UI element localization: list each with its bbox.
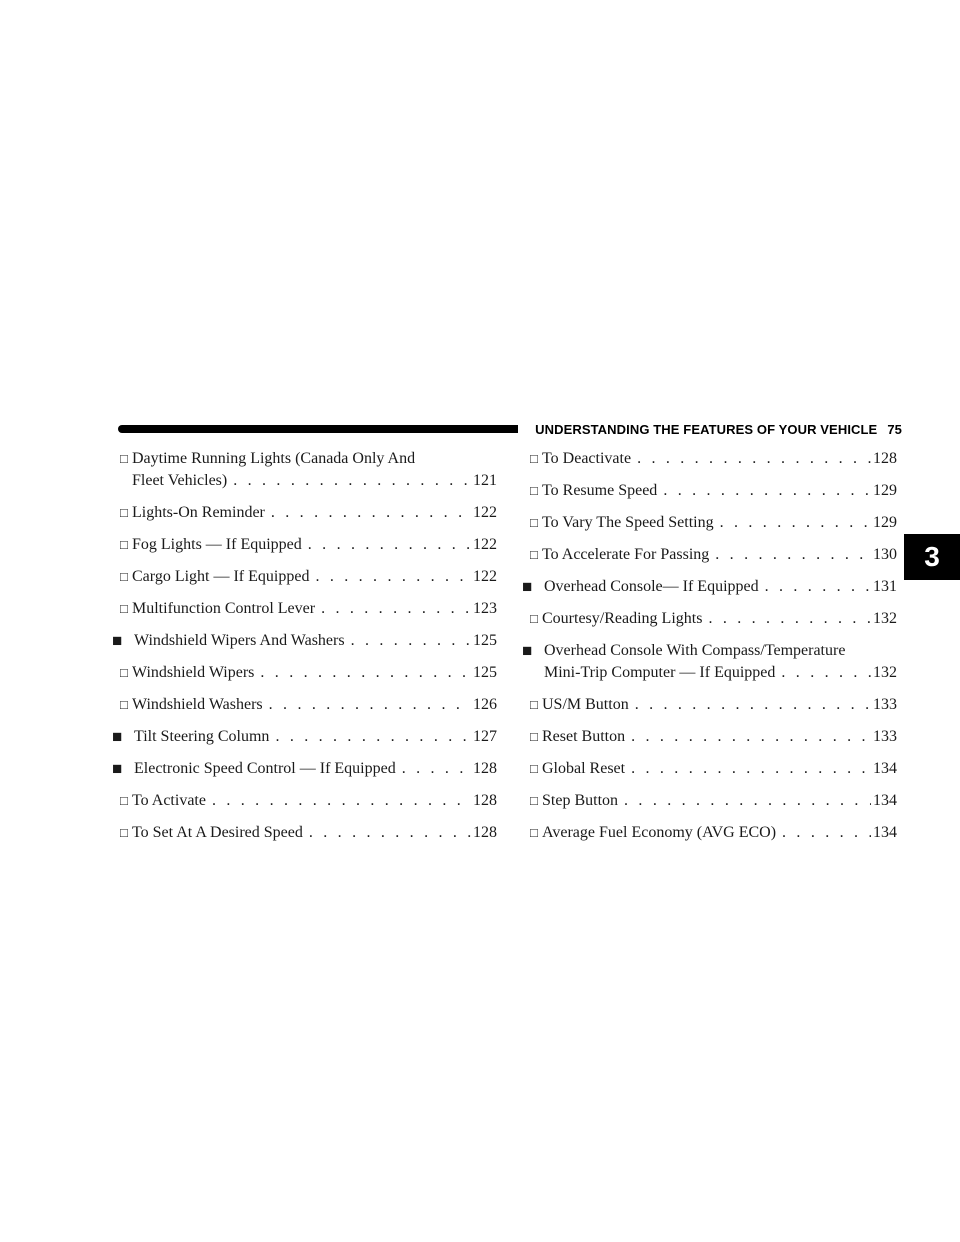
toc-entry-title: Windshield Wipers	[132, 664, 255, 681]
toc-entry[interactable]	[522, 790, 897, 812]
toc-entry[interactable]	[112, 822, 497, 844]
toc-entry-line	[132, 534, 497, 556]
square-bullet-icon: ■	[522, 641, 533, 660]
toc-entry-line	[542, 448, 897, 470]
dot-leader	[635, 694, 871, 716]
toc-entry-line	[132, 694, 497, 716]
square-bullet-icon: ■	[522, 577, 533, 596]
toc-entry-line	[544, 576, 897, 598]
toc-entry-title: Global Reset	[542, 760, 626, 777]
toc-entry-title: To Deactivate	[542, 450, 632, 467]
toc-entry[interactable]	[522, 640, 897, 684]
open-square-bullet-icon: □	[530, 515, 538, 530]
toc-entry[interactable]	[522, 544, 897, 566]
toc-entry-page: 125	[473, 664, 497, 681]
toc-entry-title: Multifunction Control Lever	[132, 600, 316, 617]
dot-leader	[315, 566, 471, 588]
toc-entry-title: To Accelerate For Passing	[542, 546, 710, 563]
toc-entry-line	[542, 726, 897, 748]
toc-left-column	[112, 448, 497, 844]
toc-entry-page: 126	[473, 696, 497, 713]
dot-leader	[260, 662, 471, 684]
toc-entry-title: Windshield Washers	[132, 696, 263, 713]
toc-entry-title: Electronic Speed Control — If Equipped	[134, 760, 396, 777]
toc-entry[interactable]	[522, 512, 897, 534]
toc-entry[interactable]	[522, 608, 897, 630]
dot-leader	[782, 822, 871, 844]
toc-entry[interactable]	[112, 448, 497, 492]
open-square-bullet-icon: □	[120, 793, 128, 808]
dot-leader	[631, 758, 871, 780]
dot-leader	[309, 822, 471, 844]
toc-entry-title: Tilt Steering Column	[134, 728, 270, 745]
dot-leader	[715, 544, 871, 566]
toc-entry-title: Fog Lights — If Equipped	[132, 536, 302, 553]
toc-entry-page: 129	[873, 482, 897, 499]
toc-entry-page: 127	[473, 728, 497, 745]
toc-entry-page: 134	[873, 792, 897, 809]
toc-entry-page: 122	[473, 568, 497, 585]
toc-entry[interactable]	[522, 448, 897, 470]
dot-leader	[212, 790, 471, 812]
square-bullet-icon: ■	[112, 727, 123, 746]
toc-entry-page: 130	[873, 546, 897, 563]
toc-entry-page: 121	[473, 472, 497, 489]
dot-leader	[631, 726, 871, 748]
toc-entry-page: 134	[873, 824, 897, 841]
toc-entry-title: To Vary The Speed Setting	[542, 514, 714, 531]
toc-entry-title-line	[544, 640, 897, 662]
toc-entry[interactable]	[522, 480, 897, 502]
open-square-bullet-icon: □	[120, 569, 128, 584]
dot-leader	[308, 534, 471, 556]
toc-entry[interactable]	[522, 694, 897, 716]
toc-entry-page: 133	[873, 696, 897, 713]
toc-entry[interactable]	[112, 790, 497, 812]
toc-entry-line	[542, 608, 897, 630]
running-header	[535, 422, 902, 437]
toc-entry-title: Overhead Console— If Equipped	[544, 578, 759, 595]
square-bullet-icon: ■	[112, 759, 123, 778]
dot-leader	[233, 470, 471, 492]
open-square-bullet-icon: □	[530, 547, 538, 562]
toc-entry[interactable]	[112, 598, 497, 620]
toc-entry-line	[134, 758, 497, 780]
toc-entry-line	[542, 544, 897, 566]
toc-entry-page: 129	[873, 514, 897, 531]
dot-leader	[663, 480, 871, 502]
toc-entry-title: Daytime Running Lights (Canada Only And	[132, 450, 416, 467]
toc-entry-line	[132, 790, 497, 812]
toc-entry-line	[134, 630, 497, 652]
toc-entry-line	[542, 512, 897, 534]
toc-entry-page: 128	[473, 824, 497, 841]
chapter-tab[interactable]: 3	[904, 534, 960, 580]
toc-entry-line	[132, 470, 497, 492]
open-square-bullet-icon: □	[530, 697, 538, 712]
toc-entry[interactable]	[112, 694, 497, 716]
header-rule-bar	[118, 425, 518, 433]
toc-entry[interactable]	[522, 822, 897, 844]
toc-entry-page: 132	[873, 610, 897, 627]
dot-leader	[708, 608, 871, 630]
toc-entry[interactable]	[112, 726, 497, 748]
toc-entry-line	[132, 566, 497, 588]
toc-entry-page: 123	[473, 600, 497, 617]
toc-entry-title: Courtesy/Reading Lights	[542, 610, 703, 627]
toc-entry-title: Windshield Wipers And Washers	[134, 632, 345, 649]
dot-leader	[637, 448, 871, 470]
toc-entry-page: 128	[473, 760, 497, 777]
toc-entry-line	[132, 502, 497, 524]
toc-entry-page: 134	[873, 760, 897, 777]
toc-entry-title: Cargo Light — If Equipped	[132, 568, 310, 585]
toc-entry-title: Step Button	[542, 792, 619, 809]
dot-leader	[275, 726, 471, 748]
open-square-bullet-icon: □	[530, 483, 538, 498]
toc-entry-title: To Activate	[132, 792, 206, 809]
open-square-bullet-icon: □	[120, 665, 128, 680]
toc-entry-title: Average Fuel Economy (AVG ECO)	[542, 824, 777, 841]
toc-entry[interactable]	[112, 502, 497, 524]
dot-leader	[271, 502, 471, 524]
open-square-bullet-icon: □	[120, 697, 128, 712]
toc-entry-line	[132, 662, 497, 684]
open-square-bullet-icon: □	[120, 451, 128, 466]
open-square-bullet-icon: □	[530, 611, 538, 626]
toc-entry-line	[542, 758, 897, 780]
dot-leader	[624, 790, 871, 812]
toc-entry[interactable]	[112, 630, 497, 652]
dot-leader	[765, 576, 871, 598]
page-number: 75	[887, 422, 902, 437]
toc-entry-page: 131	[873, 578, 897, 595]
toc-entry-page: 128	[873, 450, 897, 467]
toc-entry-line	[542, 480, 897, 502]
dot-leader	[321, 598, 471, 620]
open-square-bullet-icon: □	[530, 729, 538, 744]
toc-entry-title-line	[132, 448, 497, 470]
dot-leader	[402, 758, 471, 780]
open-square-bullet-icon: □	[120, 601, 128, 616]
toc-entry-title: Overhead Console With Compass/Temperature	[544, 642, 846, 659]
toc-entry-line	[542, 694, 897, 716]
toc-entry-title: Fleet Vehicles)	[132, 472, 228, 489]
toc-entry[interactable]	[522, 758, 897, 780]
toc-entry-line	[542, 790, 897, 812]
dot-leader	[781, 662, 871, 684]
toc-entry-line	[132, 598, 497, 620]
open-square-bullet-icon: □	[530, 761, 538, 776]
toc-entry-title: To Resume Speed	[542, 482, 658, 499]
toc-entry-page: 133	[873, 728, 897, 745]
open-square-bullet-icon: □	[530, 451, 538, 466]
square-bullet-icon: ■	[112, 631, 123, 650]
open-square-bullet-icon: □	[120, 505, 128, 520]
toc-entry[interactable]	[522, 726, 897, 748]
dot-leader	[269, 694, 471, 716]
toc-entry-page: 128	[473, 792, 497, 809]
section-title: UNDERSTANDING THE FEATURES OF YOUR VEHICLE	[535, 422, 878, 437]
toc-entry-line	[134, 726, 497, 748]
toc-entry[interactable]	[112, 758, 497, 780]
toc-entry-line	[132, 822, 497, 844]
open-square-bullet-icon: □	[530, 793, 538, 808]
toc-entry-title: US/M Button	[542, 696, 629, 713]
toc-entry[interactable]	[112, 534, 497, 556]
toc-entry-line	[542, 822, 897, 844]
dot-leader	[720, 512, 871, 534]
open-square-bullet-icon: □	[120, 537, 128, 552]
open-square-bullet-icon: □	[530, 825, 538, 840]
toc-entry[interactable]	[112, 662, 497, 684]
toc-right-column	[522, 448, 897, 844]
toc-entry-page: 122	[473, 536, 497, 553]
toc-entry-title: Lights-On Reminder	[132, 504, 265, 521]
toc-entry[interactable]	[522, 576, 897, 598]
open-square-bullet-icon: □	[120, 825, 128, 840]
toc-entry-title: To Set At A Desired Speed	[132, 824, 303, 841]
toc-entry-page: 122	[473, 504, 497, 521]
dot-leader	[351, 630, 471, 652]
toc-entry-page: 132	[873, 664, 897, 681]
toc-entry-line	[544, 662, 897, 684]
toc-entry-page: 125	[473, 632, 497, 649]
toc-entry-title: Mini-Trip Computer — If Equipped	[544, 664, 776, 681]
toc-entry-title: Reset Button	[542, 728, 626, 745]
toc-entry[interactable]	[112, 566, 497, 588]
